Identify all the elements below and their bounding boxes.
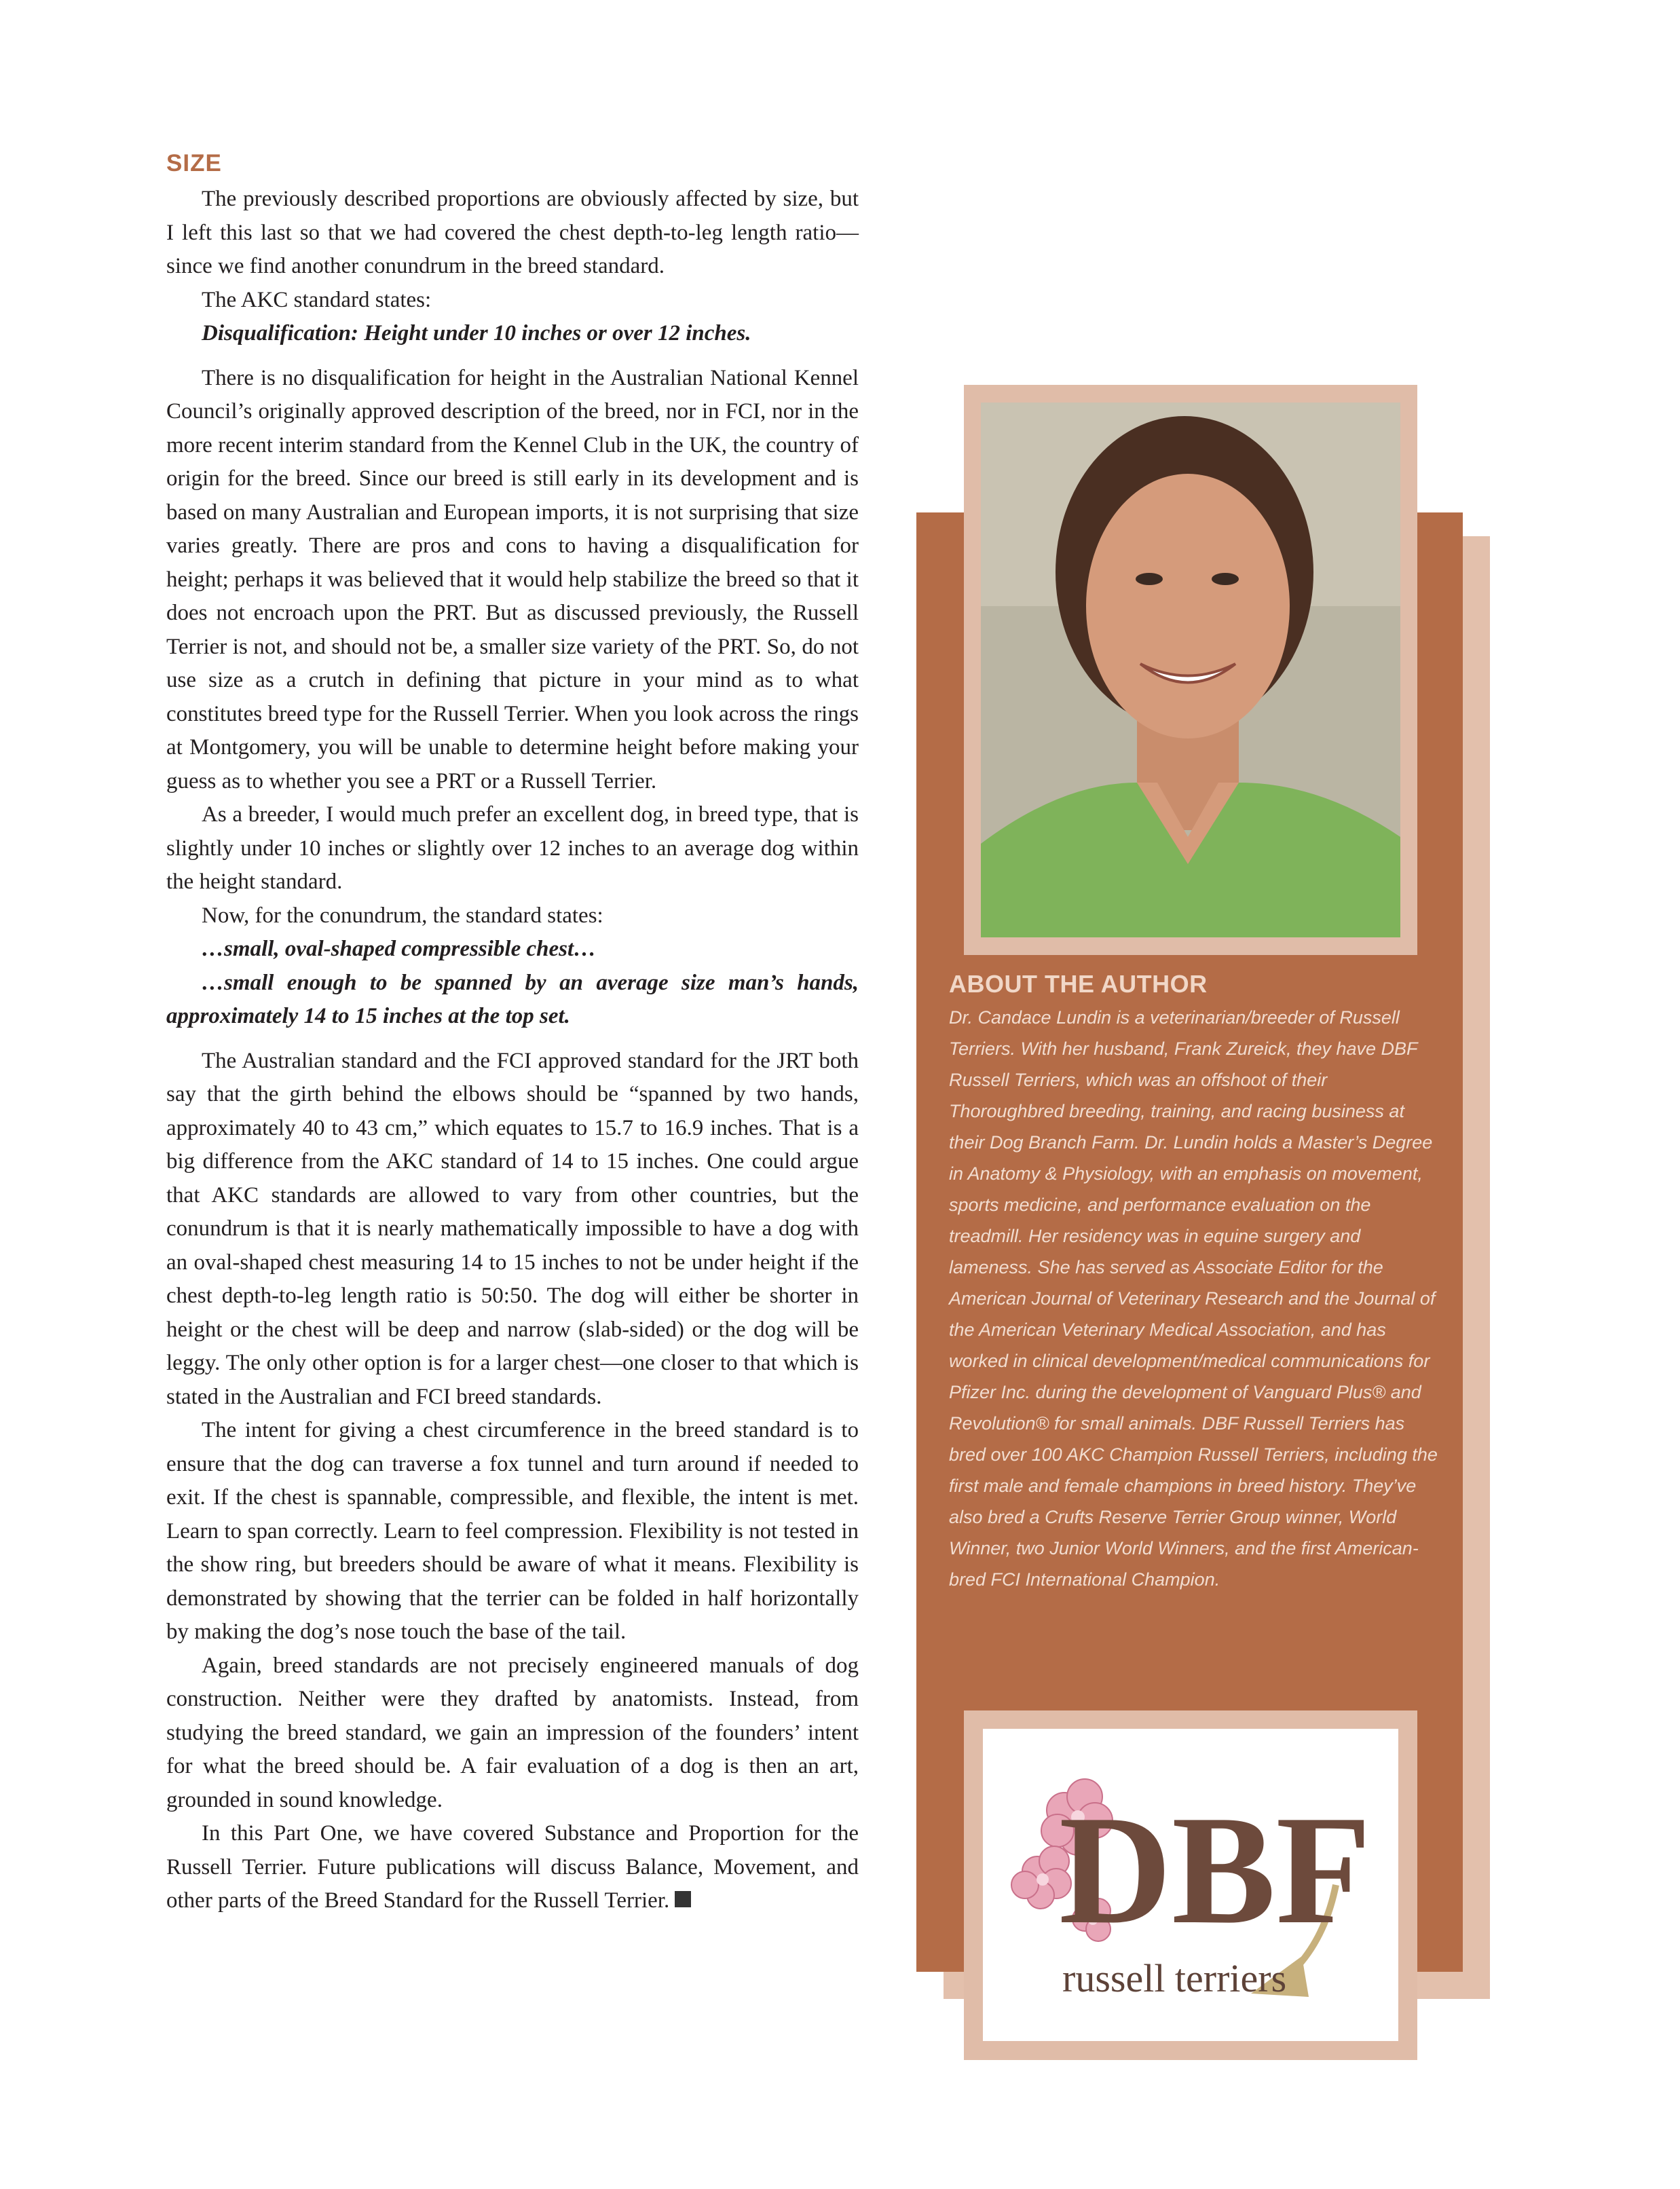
- about-body: Dr. Candace Lundin is a veterinarian/breeder of Russell Terriers. With her husband, Frank Zureick, they have DBF Russell Terriers, which was an offshoot of their Thoroughbred breeding, training, and racing business at their Dog Branch Farm. Dr. Lundin holds a Master’s Degree in Anatomy & Physiology, with an emphasis on movement, sports medicine, and performance evaluation on the treadmill. Her residency was in equine surgery and lameness. She has served as Associate Editor for the American Journal of Veterinary Research and the Journal of the American Veterinary Medical Association, and has worked in clinical development/medical communications for Pfizer Inc. during the development of Vanguard Plus® and Revolution® for small animals. DBF Russell Terriers has bred over 100 AKC Champion Russell Terriers, including the first male and female champions in breed history. They’ve also bred a Crufts Reserve Terrier Group winner, World Winner, two Junior World Winners, and the first American-bred FCI International Champion.: [949, 1007, 1438, 1590]
- article-column: [166, 139, 859, 1918]
- standard-quote: …small enough to be spanned by an average size man’s hands, approximately 14 to 15 inches at the top set.: [166, 970, 859, 1028]
- paragraph: Now, for the conundrum, the standard states:: [202, 903, 603, 928]
- logo-subtitle: russell terriers: [1062, 1956, 1287, 2000]
- paragraph: The Australian standard and the FCI approved standard for the JRT both say that the girth behind the elbows should be “spanned by two hands, approximately 40 to 43 cm,” which equates to 15.7 to 16.9 inches. That is a big difference from the AKC standard of 14 to 15 inches. One could argue that AKC standards are allowed to vary from other countries, but the conundrum is that it is nearly mathematically impossible to have a dog with an oval-shaped chest measuring 14 to 15 inches to not be under height if the chest depth-to-leg length ratio is 50:50. The dog will either be shorter in height or the chest will be deep and narrow (slab-sided) or the dog will be leggy. The only other option is for a larger chest—one closer to that which is stated in the Australian and FCI breed standards.: [166, 1048, 859, 1409]
- author-photo: [981, 403, 1400, 937]
- paragraph: The intent for giving a chest circumference in the breed standard is to ensure that the dog can traverse a fox tunnel and turn around if needed to exit. If the chest is spannable, compressible, and flexible, the intent is met. Learn to span correctly. Learn to feel compression. Flexibility is not tested in the show ring, but breeders should be aware of what it means. Flexibility is demonstrated by showing that the terrier can be folded in half horizontally by making the dog’s nose touch the base of the tail.: [166, 1418, 859, 1644]
- paragraph: Again, breed standards are not precisely engineered manuals of dog construction. Neither were they drafted by anatomists. Instead, from studying the breed standard, we gain an impression of the founders’ intent for what the breed should be. A fair evaluation of a dog is then an art, grounded in sound knowledge.: [166, 1653, 859, 1812]
- standard-quote: …small, oval-shaped compressible chest…: [202, 937, 597, 961]
- paragraph: There is no disqualification for height in the Australian National Kennel Council’s originally approved description of the breed, nor in FCI, nor in the more recent interim standard from the Kennel Club in the UK, the country of origin for the breed. Since our breed is still early in its development and is based on many Australian and European imports, it is not surprising that size varies greatly. There are pros and cons to having a disqualification for height; perhaps it was believed that it would help stabilize the breed so that it does not encroach upon the PRT. But as discussed previously, the Russell Terrier is not, and should not be, a smaller size variety of the PRT. So, do not use size as a crutch in defining that picture in your mind as to what constitutes breed type for the Russell Terrier. When you look across the rings at Montgomery, you will be unable to determine height before making your guess as to whether you see a PRT or a Russell Terrier.: [166, 365, 859, 793]
- end-mark-icon: [675, 1891, 691, 1907]
- paragraph-text: In this Part One, we have covered Substance and Proportion for the Russell Terrier. Future publications will discuss Balance, Movement, and other parts of the Breed Standard for the Russell Terrier.: [166, 1821, 859, 1913]
- paragraph-last: [166, 1817, 859, 1918]
- standard-quote: Disqualification: Height under 10 inches or over 12 inches.: [202, 321, 751, 345]
- paragraph: The previously described proportions are obviously affected by size, but I left this last so that we had covered the chest depth-to-leg length ratio—since we find another conundrum in the breed standard.: [166, 187, 859, 278]
- section-heading: SIZE: [166, 150, 222, 176]
- about-author: [949, 969, 1438, 1595]
- author-portrait-icon: [981, 403, 1400, 937]
- paragraph: As a breeder, I would much prefer an excellent dog, in breed type, that is slightly under 10 inches or slightly over 12 inches to an average dog within the height standard.: [166, 802, 859, 894]
- about-heading: ABOUT THE AUTHOR: [949, 970, 1208, 998]
- paragraph: The AKC standard states:: [202, 287, 432, 312]
- logo-wordmark: DBF: [1059, 1783, 1371, 1956]
